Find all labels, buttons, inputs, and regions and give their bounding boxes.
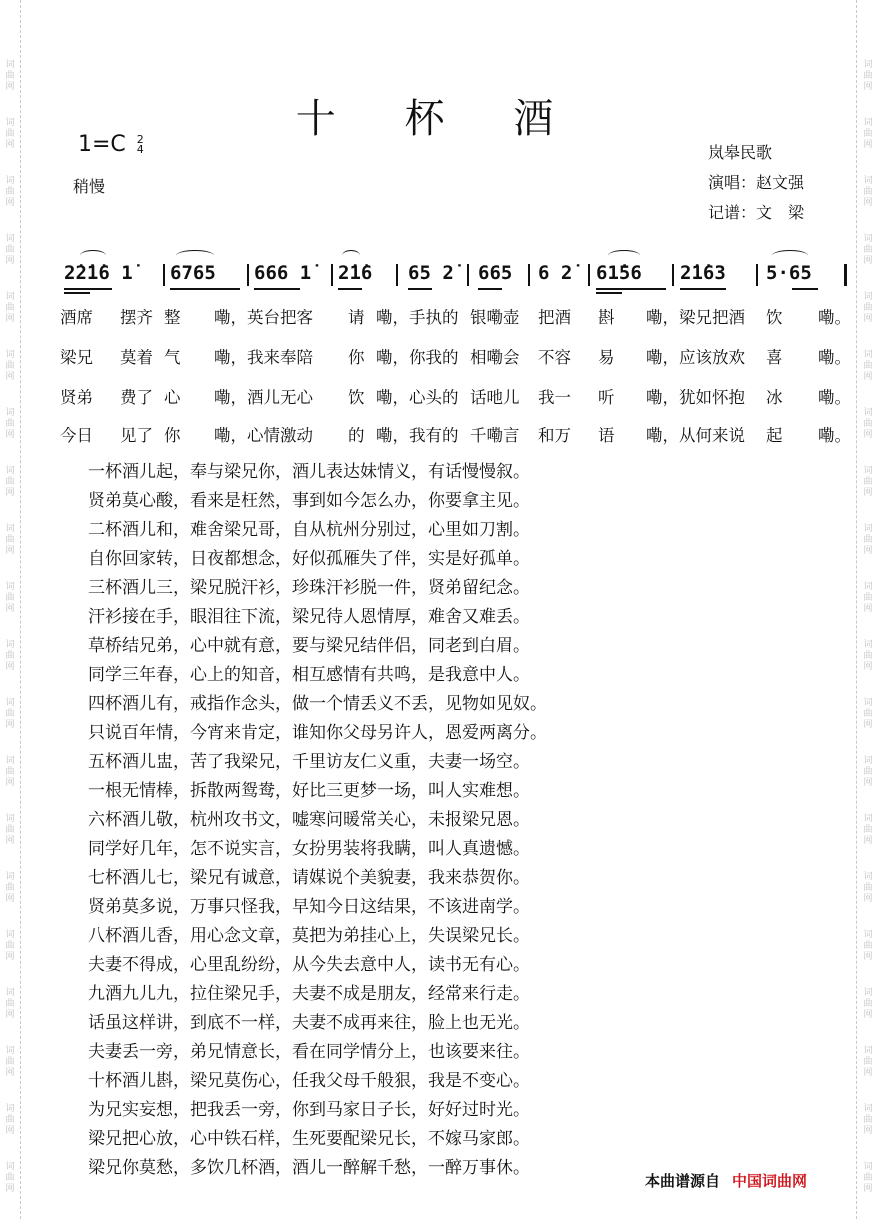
- beam-line: [680, 288, 726, 290]
- credit-origin: 岚皋民歌: [708, 143, 773, 162]
- watermark-text: 词 曲 网: [863, 234, 873, 266]
- source-site-link[interactable]: 中国词曲网: [732, 1172, 808, 1190]
- beam-line: [408, 288, 432, 290]
- beam-line: [254, 288, 300, 290]
- measure-4: 2̇1̇6: [338, 262, 373, 284]
- lyric-cell: 嘞。: [818, 426, 851, 445]
- verse-line: 自你回家转，日夜都想念，好似孤雁失了伴，实是好孤单。: [88, 549, 530, 569]
- watermark-text: 词 曲 网: [863, 988, 873, 1020]
- watermark-text: 词 曲 网: [863, 1104, 873, 1136]
- measure-3: 666 1̇: [254, 262, 312, 284]
- lyric-cell: 费了: [120, 388, 153, 407]
- verse-line: 夫妻丢一旁，弟兄情意长，看在同学情分上，也该要来往。: [88, 1042, 530, 1062]
- verse-line: 夫妻不得成，心里乱纷纷，从今失去意中人，读书无有心。: [88, 955, 530, 975]
- lyric-cell: 我一: [538, 388, 571, 407]
- time-signature-top: 2: [136, 133, 144, 146]
- verse-line: 二杯酒儿和，难舍梁兄哥，自从杭州分别过，心里如刀割。: [88, 520, 530, 540]
- verse-line: 五杯酒儿盅，苦了我梁兄，千里访友仁义重，夫妻一场空。: [88, 752, 530, 772]
- key-label: 1=C: [78, 132, 126, 157]
- verse-line: 七杯酒儿七，梁兄有诚意，请媒说个美貌妻，我来恭贺你。: [88, 868, 530, 888]
- verse-line: 三杯酒儿三，梁兄脱汗衫，珍珠汗衫脱一件，贤弟留纪念。: [88, 578, 530, 598]
- measure-1: 2̇2̇1̇6 1̇: [64, 262, 133, 284]
- lyric-cell: 易: [598, 348, 615, 367]
- watermark-text: 词 曲 网: [5, 1162, 15, 1194]
- lyric-cell: 和万: [538, 426, 571, 445]
- lyric-cell: 相嘞会: [470, 348, 520, 367]
- verse-line: 八杯酒儿香，用心念文章，莫把为弟挂心上，失误梁兄长。: [88, 926, 530, 946]
- beam-line: [170, 288, 240, 290]
- lyric-cell: 嘞，从何来说: [646, 426, 745, 445]
- verse-line: 九酒九儿九，拉住梁兄手，夫妻不成是朋友，经常来行走。: [88, 984, 530, 1004]
- lyric-cell: 摆齐: [120, 308, 153, 327]
- lyric-cell: 不容: [538, 348, 571, 367]
- lyric-cell: 话吔儿: [470, 388, 520, 407]
- lyric-cell: 嘞，心情激动: [214, 426, 313, 445]
- measure-8: 61̇56: [596, 262, 642, 284]
- slur-mark: [772, 250, 808, 261]
- beam-line: [64, 292, 90, 294]
- bar-line: [396, 264, 398, 286]
- lyric-cell: 的: [348, 426, 365, 445]
- verse-line: 同学三年春，心上的知音，相互感情有共鸣，是我意中人。: [88, 665, 530, 685]
- lyric-cell: 嘞，心头的: [376, 388, 459, 407]
- lyric-cell: 银嘞壶: [470, 308, 520, 327]
- watermark-text: 词 曲 网: [863, 1162, 873, 1194]
- verse-line: 话虽这样讲，到底不一样，夫妻不成再来往，脸上也无光。: [88, 1013, 530, 1033]
- lyric-line-3: [60, 384, 860, 408]
- watermark-text: 词 曲 网: [5, 176, 15, 208]
- watermark-text: 词 曲 网: [5, 60, 15, 92]
- measure-9: 2̇1̇63: [680, 262, 726, 284]
- lyric-cell: 嘞，酒儿无心: [214, 388, 313, 407]
- watermark-text: 词 曲 网: [5, 408, 15, 440]
- slur-mark: [80, 250, 106, 261]
- beam-line: [792, 288, 818, 290]
- lyric-cell: 今日: [60, 426, 93, 445]
- lyric-line-1: [60, 304, 860, 328]
- bar-line: [467, 264, 469, 286]
- watermark-text: 词 曲 网: [863, 176, 873, 208]
- watermark-text: 词 曲 网: [5, 466, 15, 498]
- lyric-cell: 嘞，手执的: [376, 308, 459, 327]
- lyric-cell: 嘞，我有的: [376, 426, 459, 445]
- watermark-text: 词 曲 网: [5, 698, 15, 730]
- lyric-cell: 莫着: [120, 348, 153, 367]
- left-margin: [0, 0, 21, 1219]
- lyric-cell: 嘞。: [818, 308, 851, 327]
- verse-line: 只说百年情，今宵来肯定，谁知你父母另许人，恩爱两离分。: [88, 723, 547, 743]
- watermark-text: 词 曲 网: [863, 350, 873, 382]
- verse-line: 一杯酒儿起，奉与梁兄你，酒儿表达妹情义，有话慢慢叙。: [88, 462, 530, 482]
- lyric-cell: 听: [598, 388, 615, 407]
- watermark-text: 词 曲 网: [863, 930, 873, 962]
- right-margin: [856, 0, 877, 1219]
- lyric-cell: 嘞，犹如怀抱: [646, 388, 745, 407]
- watermark-text: 词 曲 网: [5, 756, 15, 788]
- watermark-text: 词 曲 网: [863, 640, 873, 672]
- lyric-cell: 千嘞言: [470, 426, 520, 445]
- final-bar-line: [844, 264, 847, 286]
- verse-line: 四杯酒儿有，戒指作念头，做一个情丢义不丢，见物如见奴。: [88, 694, 547, 714]
- watermark-text: 词 曲 网: [863, 872, 873, 904]
- watermark-text: 词 曲 网: [863, 408, 873, 440]
- watermark-text: 词 曲 网: [863, 292, 873, 324]
- lyric-cell: 你: [348, 348, 365, 367]
- beam-line: [596, 288, 666, 290]
- watermark-text: 词 曲 网: [5, 988, 15, 1020]
- lyric-cell: 嘞，应该放欢: [646, 348, 745, 367]
- lyric-line-4: [60, 422, 860, 446]
- lyric-cell: 嘞。: [818, 388, 851, 407]
- lyric-cell: 你: [164, 426, 181, 445]
- lyric-cell: 把酒: [538, 308, 571, 327]
- measure-6: 665: [478, 262, 513, 284]
- verse-line: 一根无情棒，拆散两鸳鸯，好比三更梦一场，叫人实难想。: [88, 781, 530, 801]
- lyric-cell: 梁兄: [60, 348, 93, 367]
- lyric-cell: 冰: [766, 388, 783, 407]
- watermark-text: 词 曲 网: [5, 1104, 15, 1136]
- watermark-text: 词 曲 网: [5, 350, 15, 382]
- verse-line: 十杯酒儿斟，梁兄莫伤心，任我父母千般狠，我是不变心。: [88, 1071, 530, 1091]
- slur-mark: [176, 250, 214, 261]
- verse-line: 草桥结兄弟，心中就有意，要与梁兄结伴侣，同老到白眉。: [88, 636, 530, 656]
- watermark-text: 词 曲 网: [863, 60, 873, 92]
- verse-line: 汗衫接在手，眼泪往下流，梁兄待人恩情厚，难舍又难丢。: [88, 607, 530, 627]
- verse-line: 贤弟莫心酸，看来是枉然，事到如今怎么办，你要拿主见。: [88, 491, 530, 511]
- watermark-text: 词 曲 网: [5, 814, 15, 846]
- watermark-text: 词 曲 网: [5, 640, 15, 672]
- bar-line: [588, 264, 590, 286]
- lyric-cell: 整: [164, 308, 181, 327]
- watermark-text: 词 曲 网: [5, 930, 15, 962]
- watermark-text: 词 曲 网: [863, 756, 873, 788]
- tempo-marking: 稍慢: [73, 177, 106, 196]
- watermark-text: 词 曲 网: [863, 466, 873, 498]
- verse-line: 贤弟莫多说，万事只怪我，早知今日这结果，不该进南学。: [88, 897, 530, 917]
- bar-line: [528, 264, 530, 286]
- beam-line: [64, 288, 112, 290]
- watermark-text: 词 曲 网: [5, 872, 15, 904]
- lyric-cell: 酒席: [60, 308, 93, 327]
- watermark-text: 词 曲 网: [863, 1046, 873, 1078]
- time-signature-bottom: 4: [136, 143, 144, 156]
- watermark-text: 词 曲 网: [863, 524, 873, 556]
- watermark-text: 词 曲 网: [863, 698, 873, 730]
- lyric-cell: 请: [348, 308, 365, 327]
- credit-singer: 演唱：赵文强: [708, 173, 805, 192]
- verse-list: [88, 458, 547, 1183]
- source-prefix: 本曲谱源自: [645, 1172, 721, 1190]
- watermark-text: 词 曲 网: [863, 118, 873, 150]
- lyric-cell: 嘞，我来奉陪: [214, 348, 313, 367]
- beam-line: [338, 288, 362, 290]
- watermark-text: 词 曲 网: [5, 118, 15, 150]
- lyric-cell: 嘞，英台把客: [214, 308, 313, 327]
- beam-line: [596, 292, 622, 294]
- credit-transcriber: 记谱：文 梁: [708, 203, 805, 222]
- key-signature: [78, 132, 144, 157]
- watermark-text: 词 曲 网: [5, 234, 15, 266]
- measure-2: 6765: [170, 262, 216, 284]
- verse-line: 同学好几年，怎不说实言，女扮男装将我瞒，叫人真遗憾。: [88, 839, 530, 859]
- lyric-cell: 贤弟: [60, 388, 93, 407]
- credits: [708, 138, 804, 228]
- lyric-cell: 语: [598, 426, 615, 445]
- bar-line: [331, 264, 333, 286]
- lyric-cell: 斟: [598, 308, 615, 327]
- lyric-cell: 气: [164, 348, 181, 367]
- lyric-cell: 饮: [766, 308, 783, 327]
- verse-line: 梁兄你莫愁，多饮几杯酒，酒儿一醉解千愁，一醉万事休。: [88, 1158, 530, 1178]
- bar-line: [247, 264, 249, 286]
- bar-line: [672, 264, 674, 286]
- lyric-cell: 喜: [766, 348, 783, 367]
- watermark-text: 词 曲 网: [5, 582, 15, 614]
- lyric-cell: 心: [164, 388, 181, 407]
- lyric-cell: 起: [766, 426, 783, 445]
- verse-line: 梁兄把心放，心中铁石样，生死要配梁兄长，不嫁马家郎。: [88, 1129, 530, 1149]
- song-title: 十 杯 酒: [295, 95, 582, 142]
- beam-line: [478, 288, 502, 290]
- bar-line: [756, 264, 758, 286]
- lyric-cell: 饮: [348, 388, 365, 407]
- lyric-line-2: [60, 344, 860, 368]
- slur-mark: [608, 250, 640, 261]
- source-credit: [645, 1170, 807, 1191]
- lyric-cell: 嘞。: [818, 348, 851, 367]
- slur-mark: [342, 250, 360, 261]
- verse-line: 为兄实妄想，把我丢一旁，你到马家日子长，好好过时光。: [88, 1100, 530, 1120]
- measure-5: 65 2̇: [408, 262, 454, 284]
- lyric-cell: 嘞，你我的: [376, 348, 459, 367]
- measure-7: 6 2̇: [538, 262, 573, 284]
- watermark-text: 词 曲 网: [5, 292, 15, 324]
- watermark-text: 词 曲 网: [5, 524, 15, 556]
- verse-line: 六杯酒儿敬，杭州攻书文，嘘寒问暖常关心，未报梁兄恩。: [88, 810, 530, 830]
- measure-10: 5·65: [766, 262, 812, 284]
- bar-line: [163, 264, 165, 286]
- lyric-cell: 嘞，梁兄把酒: [646, 308, 745, 327]
- time-signature: [137, 135, 144, 155]
- lyric-cell: 见了: [120, 426, 153, 445]
- watermark-text: 词 曲 网: [863, 582, 873, 614]
- watermark-text: 词 曲 网: [5, 1046, 15, 1078]
- watermark-text: 词 曲 网: [863, 814, 873, 846]
